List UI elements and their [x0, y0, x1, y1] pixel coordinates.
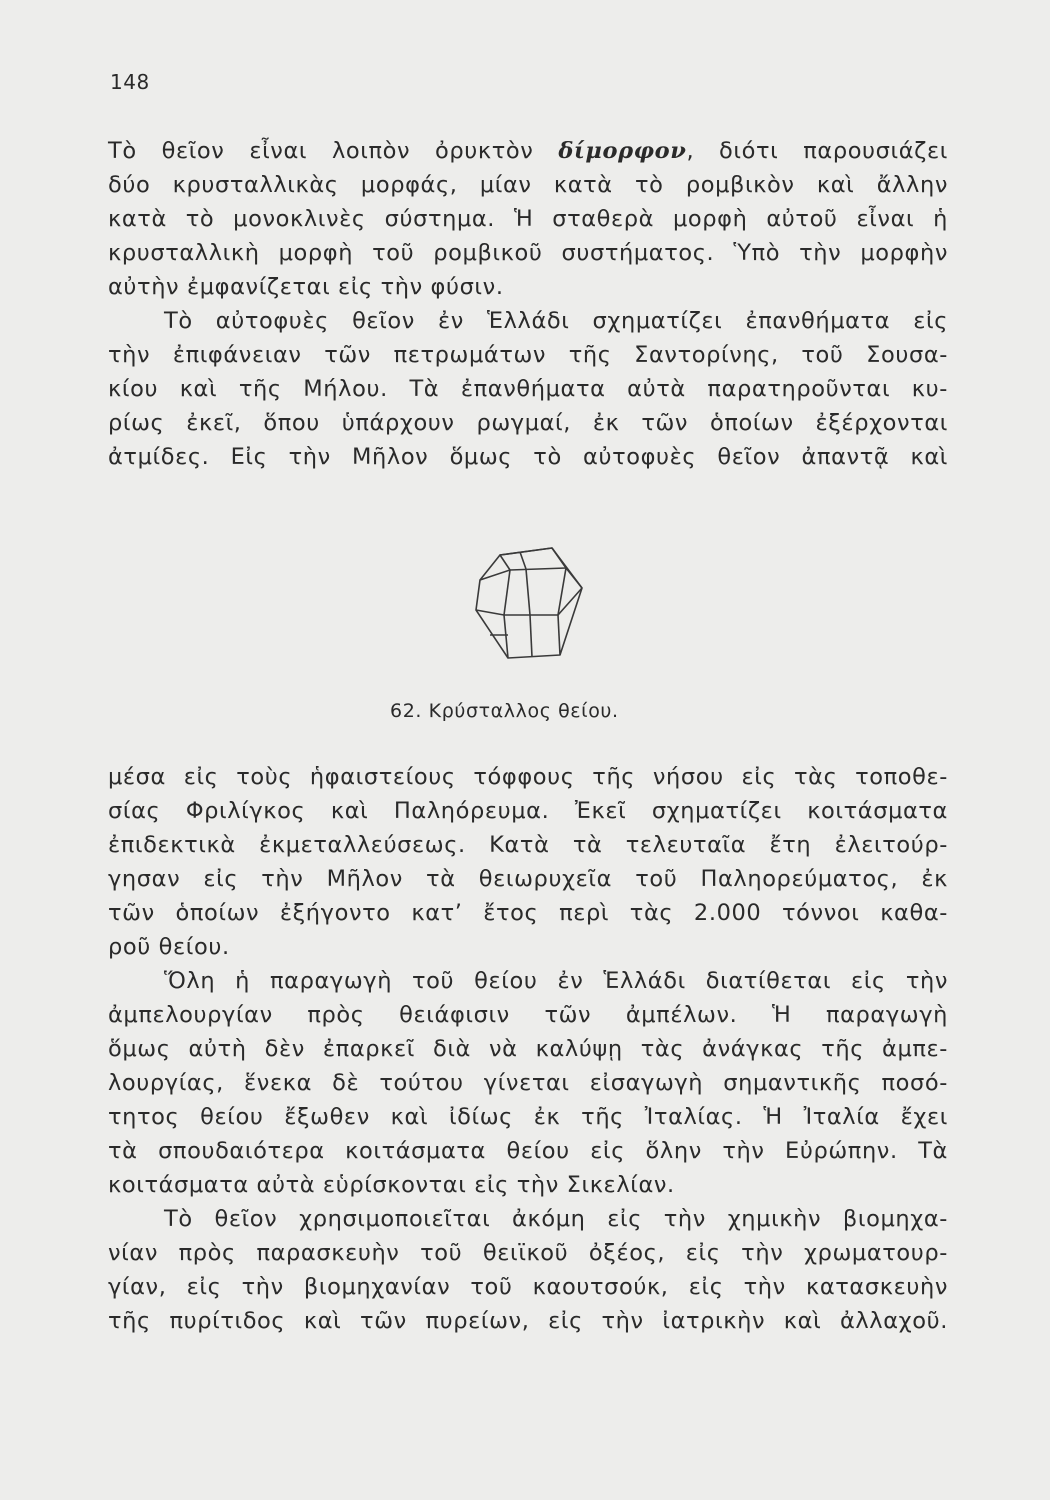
paragraph — [108, 760, 948, 964]
text-line: αὐτὴν ἐμφανίζεται εἰς τὴν φύσιν. — [108, 274, 504, 300]
text-line: τῆς πυρίτιδος καὶ τῶν πυρείων, εἰς τὴν ἰατρικὴν καὶ ἀλλαχοῦ. — [108, 1308, 948, 1334]
emphasized-term: δίμορφον — [558, 138, 687, 164]
text-line: κρυσταλλικὴ μορφὴ τοῦ ρομβικοῦ συστήματος. Ὑπὸ τὴν μορφὴν — [108, 240, 948, 266]
text-line: Τὸ θεῖον χρησιμοποιεῖται ἀκόμη εἰς τὴν χημικὴν βιομηχα- — [164, 1206, 948, 1232]
page-number: 148 — [110, 70, 150, 94]
paragraph — [108, 964, 948, 1202]
text-line: δύο κρυσταλλικὰς μορφάς, μίαν κατὰ τὸ ρομβικὸν καὶ ἄλλην — [108, 172, 948, 198]
paragraph — [108, 304, 948, 474]
text-line: τῶν ὁποίων ἐξήγοντο κατ’ ἔτος περὶ τὰς 2.000 τόννοι καθα- — [108, 900, 948, 926]
text-line: μέσα εἰς τοὺς ἡφαιστείους τόφφους τῆς νήσου εἰς τὰς τοποθε- — [108, 764, 948, 790]
text-line: ροῦ θείου. — [108, 934, 230, 960]
text-line: ἀμπελουργίαν πρὸς θειάφισιν τῶν ἀμπέλων. Ἡ παραγωγὴ — [108, 1002, 948, 1028]
text-line: ἀτμίδες. Εἰς τὴν Μῆλον ὅμως τὸ αὐτοφυὲς θεῖον ἀπαντᾷ καὶ — [108, 444, 948, 470]
text-line: ὅμως αὐτὴ δὲν ἐπαρκεῖ διὰ νὰ καλύψῃ τὰς ἀνάγκας τῆς ἀμπε- — [108, 1036, 948, 1062]
sulfur-crystal-icon — [470, 540, 590, 670]
text-line: ρίως ἐκεῖ, ὅπου ὑπάρχουν ρωγμαί, ἐκ τῶν ὁποίων ἐξέρχονται — [108, 410, 948, 436]
paragraph — [108, 1202, 948, 1338]
paragraph — [108, 134, 948, 304]
text-line: τητος θείου ἔξωθεν καὶ ἰδίως ἐκ τῆς Ἰταλίας. Ἡ Ἰταλία ἔχει — [108, 1104, 948, 1130]
figure-caption: 62. Κρύσταλλος θείου. — [390, 700, 619, 722]
text-block-bottom — [108, 760, 948, 1338]
text-line: τὴν ἐπιφάνειαν τῶν πετρωμάτων τῆς Σαντορίνης, τοῦ Σουσα- — [108, 342, 948, 368]
text-line: ἐπιδεκτικὰ ἐκμεταλλεύσεως. Κατὰ τὰ τελευταῖα ἔτη ἐλειτούρ- — [108, 832, 948, 858]
text-line: Τὸ αὐτοφυὲς θεῖον ἐν Ἑλλάδι σχηματίζει ἐπανθήματα εἰς — [164, 308, 948, 334]
text-line: τὰ σπουδαιότερα κοιτάσματα θείου εἰς ὅλην τὴν Εὐρώπην. Τὰ — [108, 1138, 948, 1164]
text-line: Τὸ θεῖον εἶναι λοιπὸν ὀρυκτὸν δίμορφον, διότι παρουσιάζει — [108, 138, 948, 164]
text-block-top — [108, 134, 948, 474]
text-line: γίαν, εἰς τὴν βιομηχανίαν τοῦ καουτσούκ, εἰς τὴν κατασκευὴν — [108, 1274, 948, 1300]
text-line: γησαν εἰς τὴν Μῆλον τὰ θειωρυχεῖα τοῦ Παληορεύματος, ἐκ — [108, 866, 948, 892]
text-line: κίου καὶ τῆς Μήλου. Τὰ ἐπανθήματα αὐτὰ παρατηροῦνται κυ- — [108, 376, 948, 402]
text-line: σίας Φριλίγκος καὶ Παληόρευμα. Ἐκεῖ σχηματίζει κοιτάσματα — [108, 798, 948, 824]
text-line: κοιτάσματα αὐτὰ εὑρίσκονται εἰς τὴν Σικελίαν. — [108, 1172, 675, 1198]
text-line: κατὰ τὸ μονοκλινὲς σύστημα. Ἡ σταθερὰ μορφὴ αὐτοῦ εἶναι ἡ — [108, 206, 948, 232]
text-line: νίαν πρὸς παρασκευὴν τοῦ θειϊκοῦ ὀξέος, εἰς τὴν χρωματουρ- — [108, 1240, 948, 1266]
text-line: λουργίας, ἕνεκα δὲ τούτου γίνεται εἰσαγωγὴ σημαντικῆς ποσό- — [108, 1070, 948, 1096]
text-line: Ὅλη ἡ παραγωγὴ τοῦ θείου ἐν Ἑλλάδι διατίθεται εἰς τὴν — [164, 968, 948, 994]
